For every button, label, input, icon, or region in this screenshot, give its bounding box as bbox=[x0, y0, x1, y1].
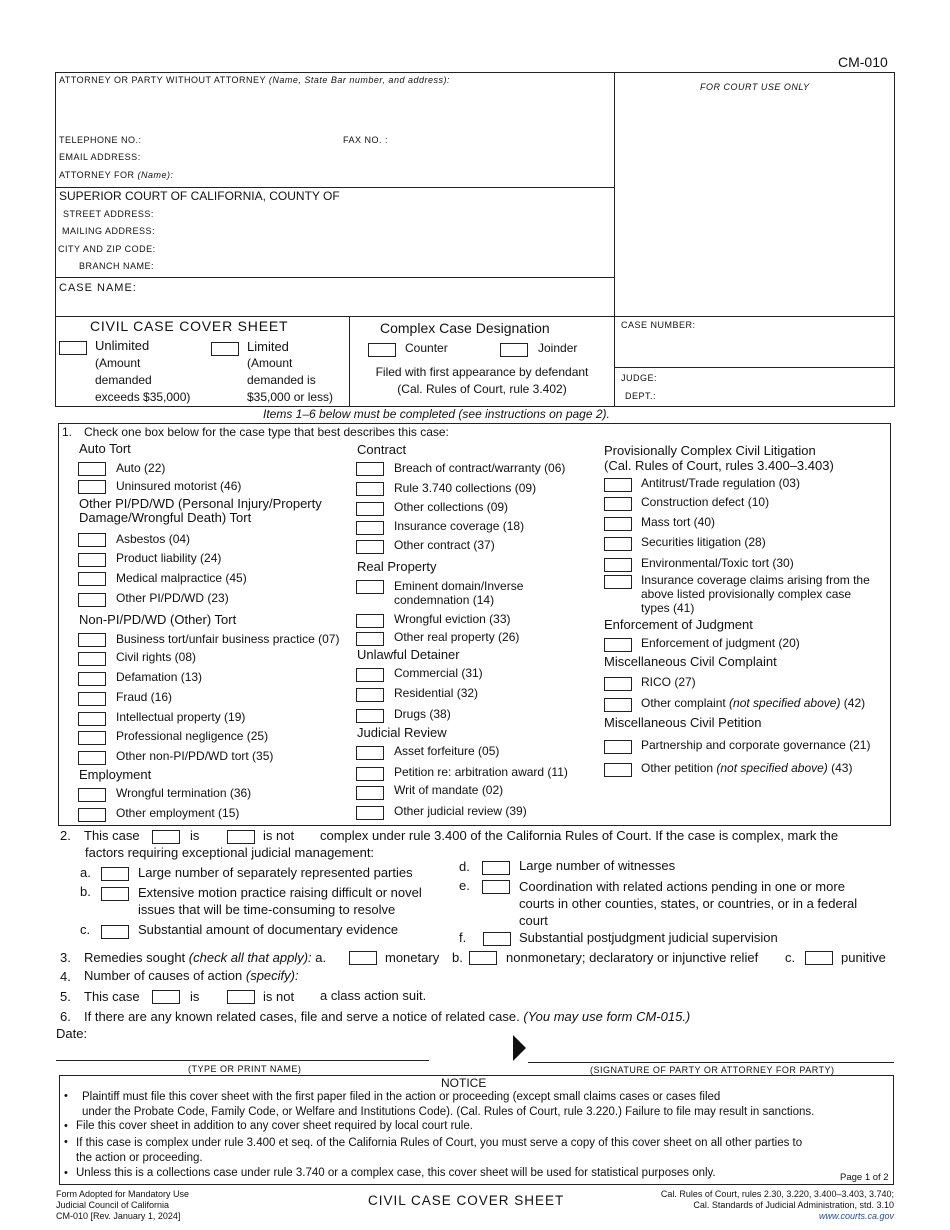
prov-heading: Provisionally Complex Civil Litigation (Cal. Rules of Court, rules 3.400–3.403) bbox=[604, 443, 834, 473]
branch-label: BRANCH NAME: bbox=[79, 261, 155, 271]
environmental-label: Environmental/Toxic tort (30) bbox=[641, 556, 794, 570]
item2-this-case: This case bbox=[84, 828, 140, 843]
uninsured-checkbox[interactable] bbox=[78, 480, 106, 494]
items-note: Items 1–6 below must be completed (see instructions on page 2). bbox=[263, 407, 610, 421]
punitive-label: punitive bbox=[841, 950, 886, 965]
footer-right: Cal. Rules of Court, rules 2.30, 3.220, 3.400–3.403, 3.740; Cal. Standards of Judicial Administration, std. 3.10 www.courts.ca.gov bbox=[660, 1189, 894, 1221]
asset-checkbox[interactable] bbox=[356, 746, 384, 760]
insurance-checkbox[interactable] bbox=[356, 521, 384, 535]
name-line[interactable] bbox=[56, 1060, 429, 1061]
other-coll-label: Other collections (09) bbox=[394, 500, 509, 514]
auto-checkbox[interactable] bbox=[78, 462, 106, 476]
enforcement-label: Enforcement of judgment (20) bbox=[641, 636, 800, 650]
business-checkbox[interactable] bbox=[78, 633, 106, 647]
other-contract-label: Other contract (37) bbox=[394, 538, 495, 552]
misc-complaint-heading: Miscellaneous Civil Complaint bbox=[604, 654, 777, 669]
unlawful-heading: Unlawful Detainer bbox=[357, 647, 460, 662]
other-petition-label: Other petition (not specified above) (43) bbox=[641, 761, 853, 775]
item5-text: a class action suit. bbox=[320, 988, 427, 1003]
item4-num: 4. bbox=[60, 969, 71, 984]
other-real-label: Other real property (26) bbox=[394, 630, 520, 644]
factor-c-label: Substantial amount of documentary evidence bbox=[138, 922, 399, 937]
non-pi-heading: Non-PI/PD/WD (Other) Tort bbox=[79, 612, 237, 627]
joinder-label: Joinder bbox=[538, 341, 578, 355]
nonmonetary-label: nonmonetary; declaratory or injunctive relief bbox=[506, 950, 759, 965]
construction-checkbox[interactable] bbox=[604, 497, 632, 511]
factor-a-checkbox[interactable] bbox=[101, 867, 129, 881]
eminent-checkbox[interactable] bbox=[356, 580, 384, 594]
court-title: SUPERIOR COURT OF CALIFORNIA, COUNTY OF bbox=[59, 189, 340, 203]
factor-d-label: Large number of witnesses bbox=[519, 858, 676, 873]
contract-heading: Contract bbox=[357, 442, 407, 457]
footer-left: Form Adopted for Mandatory Use Judicial Council of California CM-010 [Rev. January 1, 2024] bbox=[56, 1189, 190, 1221]
telephone-label: TELEPHONE NO.: bbox=[59, 135, 142, 145]
fax-label: FAX NO. : bbox=[343, 135, 389, 145]
signature-label: (SIGNATURE OF PARTY OR ATTORNEY FOR PARTY) bbox=[590, 1065, 835, 1075]
factor-f-label: Substantial postjudgment judicial supervision bbox=[519, 930, 778, 945]
partnership-checkbox[interactable] bbox=[604, 740, 632, 754]
court-use-label: FOR COURT USE ONLY bbox=[700, 82, 810, 92]
enforcement-checkbox[interactable] bbox=[604, 638, 632, 652]
medical-checkbox[interactable] bbox=[78, 572, 106, 586]
factor-d-letter: d. bbox=[459, 859, 470, 874]
item2-text2: factors requiring exceptional judicial management: bbox=[85, 845, 375, 860]
wrongful-term-label: Wrongful termination (36) bbox=[116, 786, 252, 800]
unlimited-checkbox[interactable] bbox=[59, 341, 87, 355]
wrongful-term-checkbox[interactable] bbox=[78, 788, 106, 802]
item3-c: c. bbox=[785, 950, 796, 965]
limited-checkbox[interactable] bbox=[211, 342, 239, 356]
factor-a-letter: a. bbox=[80, 865, 91, 880]
residential-label: Residential (32) bbox=[394, 686, 479, 700]
other-emp-checkbox[interactable] bbox=[78, 808, 106, 822]
product-checkbox[interactable] bbox=[78, 553, 106, 567]
antitrust-label: Antitrust/Trade regulation (03) bbox=[641, 476, 800, 490]
other-real-checkbox[interactable] bbox=[356, 632, 384, 646]
item1-num: 1. bbox=[62, 425, 73, 439]
asbestos-label: Asbestos (04) bbox=[116, 532, 191, 546]
monetary-checkbox[interactable] bbox=[349, 951, 377, 965]
other-emp-label: Other employment (15) bbox=[116, 806, 240, 820]
cover-title: CIVIL CASE COVER SHEET bbox=[90, 318, 289, 334]
auto-tort-heading: Auto Tort bbox=[79, 441, 131, 456]
attorney-label: ATTORNEY OR PARTY WITHOUT ATTORNEY (Name, State Bar number, and address): bbox=[59, 75, 450, 85]
securities-label: Securities litigation (28) bbox=[641, 535, 766, 549]
punitive-checkbox[interactable] bbox=[805, 951, 833, 965]
construction-label: Construction defect (10) bbox=[641, 495, 770, 509]
breach-label: Breach of contract/warranty (06) bbox=[394, 461, 566, 475]
form-id: CM-010 bbox=[838, 54, 888, 70]
antitrust-checkbox[interactable] bbox=[604, 478, 632, 492]
ins-claims-label: Insurance coverage claims arising from the above listed provisionally complex case types (41) bbox=[641, 573, 870, 615]
footer-title: CIVIL CASE COVER SHEET bbox=[368, 1193, 565, 1208]
rico-checkbox[interactable] bbox=[604, 677, 632, 691]
item2-is: is bbox=[190, 828, 200, 843]
bullet-icon: • bbox=[64, 1120, 68, 1132]
unlimited-desc: (Amount demanded exceeds $35,000) bbox=[95, 356, 191, 404]
item1-text: Check one box below for the case type that best describes this case: bbox=[84, 425, 449, 439]
monetary-label: monetary bbox=[385, 950, 440, 965]
courts-link[interactable]: www.courts.ca.gov bbox=[818, 1211, 894, 1221]
prof-neg-checkbox[interactable] bbox=[78, 731, 106, 745]
rule3740-checkbox[interactable] bbox=[356, 482, 384, 496]
drugs-checkbox[interactable] bbox=[356, 709, 384, 723]
business-label: Business tort/unfair business practice (07) bbox=[116, 632, 340, 646]
page-number: Page 1 of 2 bbox=[840, 1172, 889, 1183]
factor-e-label: Coordination with related actions pending in one or more courts in other counties, states, or countries, or in a federal court bbox=[519, 879, 858, 928]
other-jud-label: Other judicial review (39) bbox=[394, 804, 527, 818]
product-label: Product liability (24) bbox=[116, 551, 222, 565]
email-label: EMAIL ADDRESS: bbox=[59, 152, 141, 162]
other-non-pi-checkbox[interactable] bbox=[78, 751, 106, 765]
factor-b-label: Extensive motion practice raising difficult or novel issues that will be time-consuming to resolve bbox=[138, 885, 422, 917]
class-is-not-checkbox[interactable] bbox=[227, 990, 255, 1004]
factor-b-checkbox[interactable] bbox=[101, 887, 129, 901]
factor-c-letter: c. bbox=[80, 922, 91, 937]
type-name-label: (TYPE OR PRINT NAME) bbox=[188, 1064, 302, 1074]
factor-f-checkbox[interactable] bbox=[483, 932, 511, 946]
petition-arb-label: Petition re: arbitration award (11) bbox=[394, 765, 568, 779]
other-non-pi-label: Other non-PI/PD/WD tort (35) bbox=[116, 749, 274, 763]
notice-item-1: Plaintiff must file this cover sheet with the first paper filed in the action or proceeding (except small claims cases or cases filed under the Probate Code, Family Code, or Welfare and Institutions Code). (Cal. Rules of Court, rule 3.220.) Failure to file may result in sanctions. bbox=[82, 1091, 815, 1118]
fraud-label: Fraud (16) bbox=[116, 690, 173, 704]
item6-text: If there are any known related cases, file and serve a notice of related case. (You may use form CM-015.) bbox=[84, 1009, 691, 1024]
other-complaint-checkbox[interactable] bbox=[604, 698, 632, 712]
drugs-label: Drugs (38) bbox=[394, 707, 451, 721]
attorney-for-label: ATTORNEY FOR (Name): bbox=[59, 170, 174, 180]
partnership-label: Partnership and corporate governance (21) bbox=[641, 738, 871, 752]
defamation-checkbox[interactable] bbox=[78, 672, 106, 686]
item5-this-case: This case bbox=[84, 989, 140, 1004]
judicial-heading: Judicial Review bbox=[357, 725, 447, 740]
street-label: STREET ADDRESS: bbox=[63, 209, 154, 219]
medical-label: Medical malpractice (45) bbox=[116, 571, 247, 585]
residential-checkbox[interactable] bbox=[356, 688, 384, 702]
real-prop-heading: Real Property bbox=[357, 559, 437, 574]
misc-petition-heading: Miscellaneous Civil Petition bbox=[604, 715, 762, 730]
item3-num: 3. bbox=[60, 950, 71, 965]
item3-b: b. bbox=[452, 950, 463, 965]
factor-e-letter: e. bbox=[459, 878, 470, 893]
other-pi-checkbox[interactable] bbox=[78, 593, 106, 607]
class-is-checkbox[interactable] bbox=[152, 990, 180, 1004]
signature-line[interactable] bbox=[528, 1062, 894, 1063]
item2-text1: complex under rule 3.400 of the California Rules of Court. If the case is complex, mark the bbox=[320, 828, 839, 843]
factor-b-letter: b. bbox=[80, 884, 91, 899]
item5-num: 5. bbox=[60, 989, 71, 1004]
item6-num: 6. bbox=[60, 1009, 71, 1024]
wrongful-ev-label: Wrongful eviction (33) bbox=[394, 612, 511, 626]
petition-arb-checkbox[interactable] bbox=[356, 767, 384, 781]
item3-text: Remedies sought (check all that apply): a. bbox=[84, 950, 327, 965]
breach-checkbox[interactable] bbox=[356, 462, 384, 476]
notice-title: NOTICE bbox=[441, 1076, 487, 1090]
uninsured-label: Uninsured motorist (46) bbox=[116, 479, 242, 493]
insurance-label: Insurance coverage (18) bbox=[394, 519, 525, 533]
complex-title: Complex Case Designation bbox=[380, 320, 550, 336]
dept-label: DEPT.: bbox=[625, 391, 657, 401]
item4-text: Number of causes of action (specify): bbox=[84, 968, 299, 983]
eminent-label: Eminent domain/Inverse condemnation (14) bbox=[394, 579, 524, 607]
defamation-label: Defamation (13) bbox=[116, 670, 203, 684]
factor-d-checkbox[interactable] bbox=[482, 861, 510, 875]
case-name-label: CASE NAME: bbox=[59, 282, 137, 294]
other-coll-checkbox[interactable] bbox=[356, 502, 384, 516]
ip-checkbox[interactable] bbox=[78, 712, 106, 726]
mailing-label: MAILING ADDRESS: bbox=[62, 226, 156, 236]
limited-label: Limited bbox=[247, 339, 289, 354]
writ-label: Writ of mandate (02) bbox=[394, 783, 504, 797]
factor-a-label: Large number of separately represented parties bbox=[138, 865, 413, 880]
bullet-icon: • bbox=[64, 1167, 68, 1179]
civil-rights-label: Civil rights (08) bbox=[116, 650, 197, 664]
signature-arrow-icon bbox=[513, 1035, 526, 1061]
commercial-checkbox[interactable] bbox=[356, 668, 384, 682]
factor-e-checkbox[interactable] bbox=[482, 880, 510, 894]
environmental-checkbox[interactable] bbox=[604, 558, 632, 572]
mass-tort-label: Mass tort (40) bbox=[641, 515, 716, 529]
asbestos-checkbox[interactable] bbox=[78, 533, 106, 547]
rule3740-label: Rule 3.740 collections (09) bbox=[394, 481, 537, 495]
commercial-label: Commercial (31) bbox=[394, 666, 483, 680]
item5-is-not: is not bbox=[263, 989, 295, 1004]
notice-item-2: File this cover sheet in addition to any cover sheet required by local court rule. bbox=[76, 1120, 473, 1132]
ip-label: Intellectual property (19) bbox=[116, 710, 246, 724]
writ-checkbox[interactable] bbox=[356, 786, 384, 800]
notice-item-4: Unless this is a collections case under rule 3.740 or a complex case, this cover sheet will be used for statistical purposes only. bbox=[76, 1167, 716, 1179]
ins-claims-checkbox[interactable] bbox=[604, 575, 632, 589]
city-label: CITY AND ZIP CODE: bbox=[58, 244, 156, 254]
other-contract-checkbox[interactable] bbox=[356, 540, 384, 554]
asset-label: Asset forfeiture (05) bbox=[394, 744, 500, 758]
rico-label: RICO (27) bbox=[641, 675, 696, 689]
mass-tort-checkbox[interactable] bbox=[604, 517, 632, 531]
bullet-icon: • bbox=[64, 1136, 68, 1148]
case-number-label: CASE NUMBER: bbox=[621, 320, 696, 330]
judge-label: JUDGE: bbox=[621, 373, 658, 383]
factor-f-letter: f. bbox=[459, 930, 467, 945]
item2-is-not: is not bbox=[263, 828, 295, 843]
filed-note: Filed with first appearance by defendant (Cal. Rules of Court, rule 3.402) bbox=[375, 365, 589, 396]
limited-desc: (Amount demanded is $35,000 or less) bbox=[247, 356, 334, 404]
other-petition-checkbox[interactable] bbox=[604, 763, 632, 777]
item5-is: is bbox=[190, 989, 200, 1004]
other-pi-label: Other PI/PD/WD (23) bbox=[116, 591, 229, 605]
date-label: Date: bbox=[56, 1026, 88, 1041]
other-pi-heading: Other PI/PD/WD (Personal Injury/Property Damage/Wrongful Death) Tort bbox=[79, 496, 322, 525]
other-complaint-label: Other complaint (not specified above) (42) bbox=[641, 696, 866, 710]
counter-label: Counter bbox=[405, 341, 448, 355]
complex-is-not-checkbox[interactable] bbox=[227, 830, 255, 844]
securities-checkbox[interactable] bbox=[604, 537, 632, 551]
auto-label: Auto (22) bbox=[116, 461, 166, 475]
other-jud-checkbox[interactable] bbox=[356, 806, 384, 820]
enforcement-heading: Enforcement of Judgment bbox=[604, 617, 753, 632]
nonmonetary-checkbox[interactable] bbox=[469, 951, 497, 965]
employment-heading: Employment bbox=[79, 767, 152, 782]
prof-neg-label: Professional negligence (25) bbox=[116, 729, 269, 743]
civil-rights-checkbox[interactable] bbox=[78, 652, 106, 666]
notice-item-3: If this case is complex under rule 3.400 et seq. of the California Rules of Court, you must serve a copy of this cover sheet on all other parties to the action or proceeding. bbox=[76, 1137, 803, 1164]
bullet-icon: • bbox=[64, 1090, 68, 1102]
item2-num: 2. bbox=[60, 828, 71, 843]
counter-checkbox[interactable] bbox=[368, 343, 396, 357]
fraud-checkbox[interactable] bbox=[78, 692, 106, 706]
factor-c-checkbox[interactable] bbox=[101, 925, 129, 939]
complex-is-checkbox[interactable] bbox=[152, 830, 180, 844]
unlimited-label: Unlimited bbox=[95, 338, 150, 353]
joinder-checkbox[interactable] bbox=[500, 343, 528, 357]
wrongful-ev-checkbox[interactable] bbox=[356, 614, 384, 628]
